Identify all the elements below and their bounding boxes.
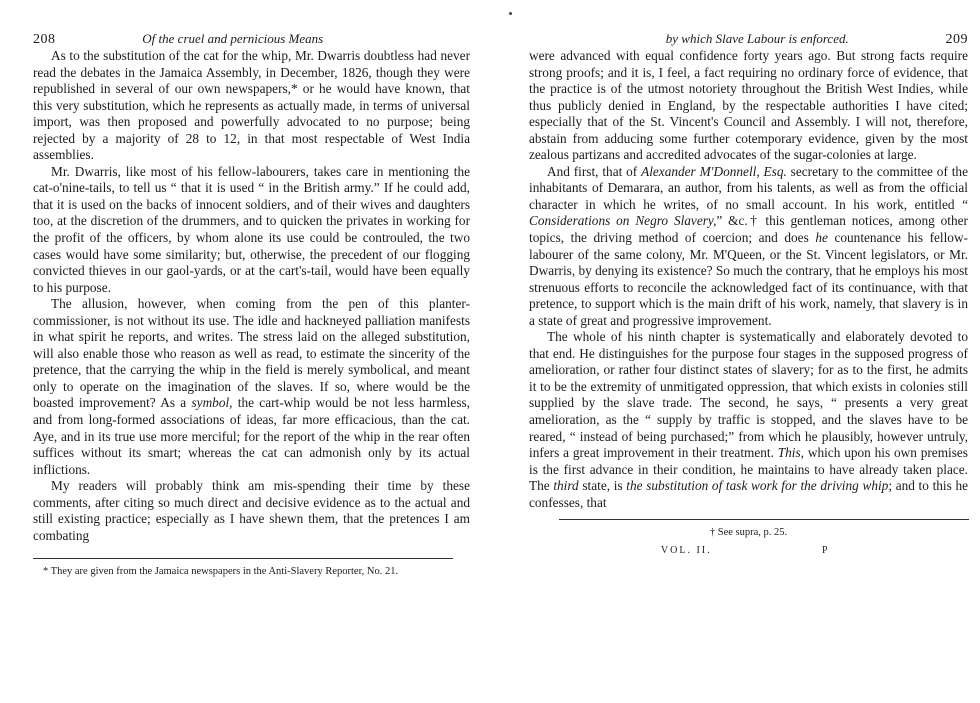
right-paragraph	[529, 48, 968, 164]
left-footnote-rule	[33, 558, 453, 559]
left-paragraph	[33, 164, 470, 296]
left-page	[0, 0, 478, 703]
text-run: state, is	[578, 478, 627, 494]
left-page-number: 208	[33, 32, 56, 47]
text-run: symbol	[191, 395, 230, 411]
right-page-body	[529, 48, 968, 511]
text-run: The allusion, however, when coming from the pen of this planter-commissioner, is not without its use. The idle and hackneyed palliation manifests in what spirit he reports, and writes. The stress laid on the alleged substitution, will also enable those who reason as well as read, to estimate the sincerity of the pretence, that the carrying the whip in the field is merely symbolical, and meant only to operate on the imagination of the slaves. If so, where would be the boasted improvement? As a	[33, 296, 470, 411]
signature-line	[529, 545, 968, 556]
text-run: This,	[777, 445, 805, 461]
right-running-head	[529, 30, 968, 48]
right-paragraph	[529, 164, 968, 329]
text-run: which upon his own premises is the first advance in their condition, he maintains to have already taken place. The	[529, 445, 968, 494]
text-run: secretary to the committee of the inhabitants of Demarara, an author, from his talents, as well as from the official character in which he writes, of no small account. In his work, entitled “	[529, 163, 968, 212]
text-run: ; and to this he confesses, that	[529, 478, 968, 510]
left-paragraph	[33, 478, 470, 544]
left-paragraph	[33, 296, 470, 478]
left-page-body	[33, 48, 470, 544]
text-run: As to the substitution of the cat for the whip, Mr. Dwarris doubtless had never read the debates in the Jamaica Assembly, in December, 1826, though they were republished in several of our own newspapers,* or he would have known, that this very substitution, which he represents as actually made, in terms of universal import, was then proposed and powerfully advocated to no purpose; being rejected by a majority of 28 to 12, in that most respectable of West India assemblies.	[33, 48, 470, 163]
text-run: the substitution of task work for the driving whip	[626, 478, 889, 494]
right-footnote-rule	[559, 519, 969, 520]
gutter-mark	[509, 12, 512, 15]
volume-signature: VOL. II.	[660, 545, 712, 557]
right-page	[520, 0, 980, 703]
text-run: he	[815, 230, 828, 246]
right-page-number: 209	[945, 32, 968, 47]
gathering-letter: P	[821, 545, 830, 557]
left-footnote: * They are given from the Jamaica newspapers in the Anti-Slavery Reporter, No. 21.	[43, 566, 399, 578]
text-run: The whole of his ninth chapter is systematically and elaborately devoted to that end. He distinguishes for the purpose four stages in the supposed progress of amelioration, or rather four distinct states of slavery; for as to the first, he admits it to be the extremity of unmitigated oppression, that which exists in colonies still supplied by the slave trade. The second, he says, “ presents a very great amelioration, as the “ supply by traffic is stopped, and the slaves have to be reared, “ instead of being purchased;” from which he plausibly, however untruly, infers a great improvement in their treatment.	[529, 329, 968, 461]
left-paragraph	[33, 48, 470, 164]
text-run: Considerations on Negro Slavery,	[529, 213, 717, 229]
left-running-title: Of the cruel and pernicious Means	[142, 31, 324, 46]
text-run: My readers will probably think am mis-spending their time by these comments, after citing so much direct and decisive evidence as to the actual and still existing practice; especially as I have shewn them, that the pretences I am combating	[33, 478, 470, 543]
text-run: countenance his fellow-labourer of the same colony, Mr. M'Queen, or the St. Vincent legislators, or Mr. Dwarris, by denying its existence? So much the contrary, that he employs his most strenuous efforts to reconcile the acknowledged fact of its continuance, with that pretence, to support which is the main drift of his work, namely, that slavery is in a state of great and progressive improvement.	[529, 230, 968, 328]
left-running-head	[33, 30, 470, 48]
right-footnote: † See supra, p. 25.	[709, 527, 788, 539]
text-run: third	[553, 478, 579, 494]
text-run: , the cart-whip would be not less harmless, and from long-formed associations of ideas, far more efficacious, than the cat. Aye, and in its true use more merciful; for the report of the whip in the rear often suffices without its smart; whereas the cat can admonish only by its actual inflictions.	[33, 395, 470, 477]
text-run: And first, that of	[547, 163, 642, 179]
text-run: ” &c.† this gentleman notices, among other topics, the driving method of coercion; and does	[529, 213, 968, 246]
text-run: Mr. Dwarris, like most of his fellow-labourers, takes care in mentioning the cat-o'nine-tails, to tell us “ that it is used “ in the British army.” If he could add, that it is used on the backs of innocent soldiers, and of their wives and daughters too, at the discretion of the drummers, and to quicken the privates in working for the profit of the officers, by whom alone its use could be controuled, the two cases would have some similarity; but, otherwise, the precedent of our flogging convicted thieves in our gaol-yards, or at the cart's-tail, would have been equally to his purpose.	[33, 163, 470, 295]
text-run: were advanced with equal confidence forty years ago. But strong facts require strong proofs; and it is, I feel, a fact requiring no ordinary force of evidence, that the practice is of the utmost notoriety throughout the British West Indies, while thus publicly denied in England, by the respectable authorities I have cited; especially that of the St. Vincent's Council and Assembly. I will not, therefore, abstain from adducing some further cotemporary evidence, given by the most zealous partizans and accredited advocates of the sugar-colonies at large.	[529, 48, 968, 163]
right-running-title: by which Slave Labour is enforced.	[665, 31, 849, 46]
right-paragraph	[529, 329, 968, 511]
text-run: Alexander M'Donnell, Esq.	[641, 163, 787, 179]
